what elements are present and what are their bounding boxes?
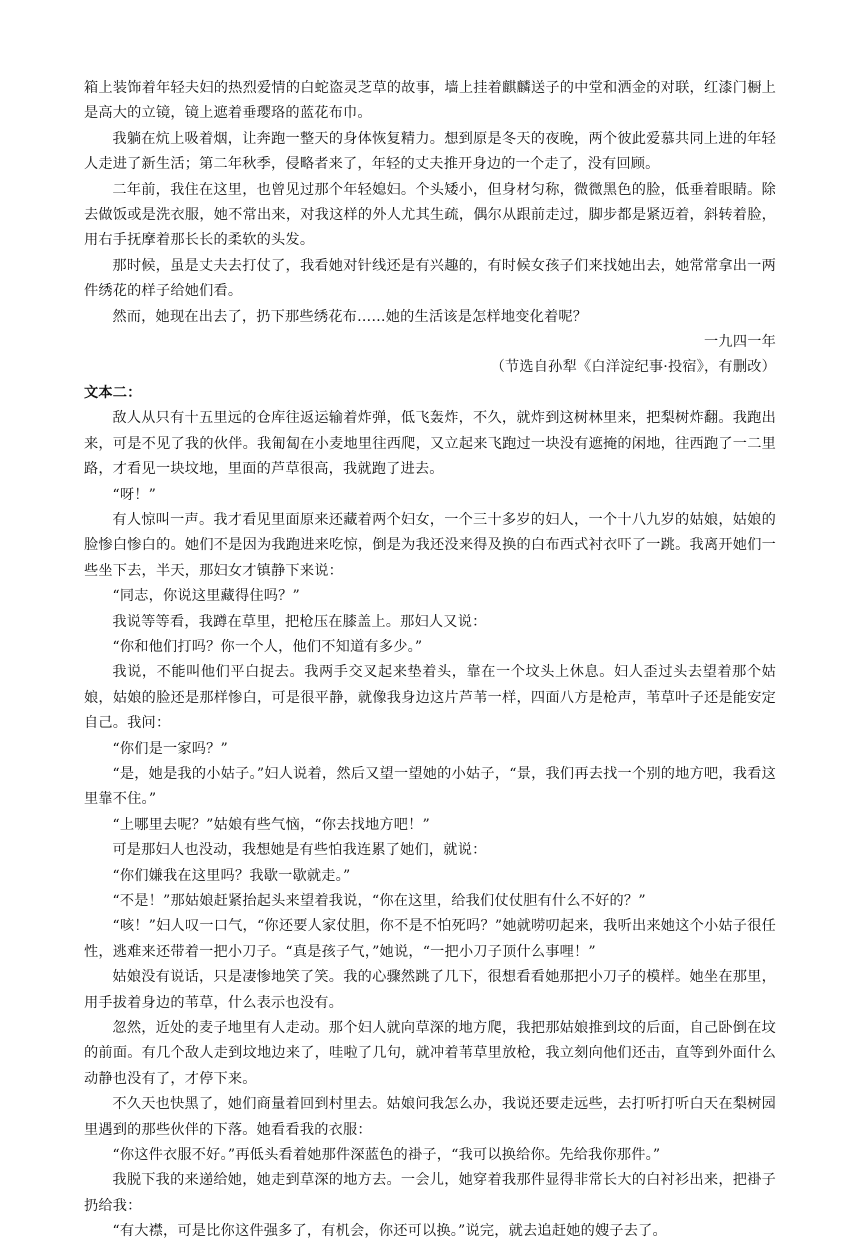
text1-date: 一九四一年 [704,334,776,351]
text1-paragraph-4: 那时候，虽是丈夫去打仗了，我看她对针线还是有兴趣的，有时候女孩子们来找她出去，她常常拿出一两件绣花的样子给她们看。 [84,257,776,300]
text2-paragraph: “呀！” [112,486,157,503]
text2-paragraph: “你这件衣服不好。”再低头看着她那件深蓝色的褂子，“我可以换给你。先给我你那件。” [112,1147,661,1164]
text1-paragraph-3: 二年前，我住在这里，也曾见过那个年轻媳妇。个头矮小，但身材匀称，微微黑色的脸，低垂着眼睛。除去做饭或是洗衣服，她不常出来，对我这样的外人尤其生疏，偶尔从跟前走过，脚步都是紧迈着，斜转着脸，用右手抚摩着那长长的柔软的头发。 [84,181,776,249]
text2-paragraph: 忽然，近处的麦子地里有人走动。那个妇人就向草深的地方爬，我把那姑娘推到坟的后面，自己卧倒在坟的前面。有几个敌人走到坟地边来了，哇啦了几句，就冲着苇草里放枪，我立刻向他们还击，直等到外面什么动静也没有了，才停下来。 [84,1020,776,1087]
text2-paragraph: “上哪里去呢？”姑娘有些气恼，“你去找地方吧！” [112,816,430,833]
text2-paragraph: “你和他们打吗？你一个人，他们不知道有多少。” [112,638,423,655]
text2-paragraph: 我脱下我的来递给她，她走到草深的地方去。一会儿，她穿着我那件显得非常长大的白衬衫出来，把褂子扔给我： [84,1172,776,1214]
text2-paragraph: 可是那妇人也没动，我想她是有些怕我连累了她们，就说： [112,842,487,859]
document-page [84,76,776,1245]
text2-paragraph: “不是！”那姑娘赶紧抬起头来望着我说，“你在这里，给我们仗仗胆有什么不好的？” [112,893,646,909]
text2-paragraph: “咳！”妇人叹一口气，“你还要人家仗胆，你不是不怕死吗？”她就唠叨起来，我听出来她这个小姑子很任性，逃难来还带着一把小刀子。“真是孩子气，”她说，“一把小刀子顶什么事哩！” [84,918,776,960]
text2-paragraph: “是，她是我的小姑子。”妇人说着，然后又望一望她的小姑子，“景，我们再去找一个别的地方吧，我看这里靠不住。” [84,765,776,808]
text2-paragraph: 我说，不能叫他们平白捉去。我两手交叉起来垫着头，靠在一个坟头上休息。妇人歪过头去望着那个姑娘，姑娘的脸还是那样惨白，可是很平静，就像我身边这片芦苇一样，四面八方是枪声，苇草叶子还是能安定自己。我问： [84,664,776,732]
text1-paragraph-5: 然而，她现在出去了，扔下那些绣花布……她的生活该是怎样地变化着呢？ [112,308,588,325]
text2-paragraph: 不久天也快黑了，她们商量着回到村里去。姑娘问我怎么办，我说还要走远些，去打听打听白天在梨树园里遇到的那些伙伴的下落。她看看我的衣服： [84,1096,776,1138]
text2-paragraph: 姑娘没有说话，只是凄惨地笑了笑。我的心骤然跳了几下，很想看看她那把小刀子的模样。她坐在那里，用手拔着身边的苇草，什么表示也没有。 [84,969,776,1011]
text1-paragraph-1: 箱上装饰着年轻夫妇的热烈爱情的白蛇盗灵芝草的故事，墙上挂着麒麟送子的中堂和洒金的对联，红漆门橱上是高大的立镜，镜上遮着垂璎珞的蓝花布巾。 [84,80,776,122]
text2-paragraph: “有大襟，可是比你这件强多了，有机会，你还可以换。”说完，就去追赶她的嫂子去了。 [112,1223,667,1240]
text2-paragraph: 敌人从只有十五里远的仓库往返运输着炸弹，低飞轰炸，不久，就炸到这树林里来，把梨树炸翻。我跑出来，可是不见了我的伙伴。我匍匐在小麦地里往西爬，又立起来飞跑过一块没有遮掩的闲地，往西跑了一二里路，才看见一块坟地，里面的芦草很高，我就跑了进去。 [84,410,776,478]
text2-heading: 文本二： [84,384,142,401]
text2-paragraph: 有人惊叫一声。我才看见里面原来还藏着两个妇女，一个三十多岁的妇人，一个十八九岁的姑娘，姑娘的脸惨白惨白的。她们不是因为我跑进来吃惊，倒是为我还没来得及换的白布西式衬衣吓了一跳。我离开她们一些坐下去，半天，那妇女才镇静下来说： [84,511,776,579]
text2-paragraph: “你们是一家吗？” [112,740,229,757]
text2-paragraph: “你们嫌我在这里吗？我歇一歇就走。” [112,867,351,884]
text1-paragraph-2: 我躺在炕上吸着烟，让奔跑一整天的身体恢复精力。想到原是冬天的夜晚，两个彼此爱慕共同上进的年轻人走进了新生活；第二年秋季，侵略者来了，年轻的丈夫推开身边的一个走了，没有回顾。 [84,130,776,173]
text2-paragraph: 我说等等看，我蹲在草里，把枪压在膝盖上。那妇人又说： [112,613,487,630]
text1-source: （节选自孙犁《白洋淀纪事·投宿》，有删改） [490,359,776,376]
text2-paragraph: “同志，你说这里藏得住吗？” [112,588,300,605]
